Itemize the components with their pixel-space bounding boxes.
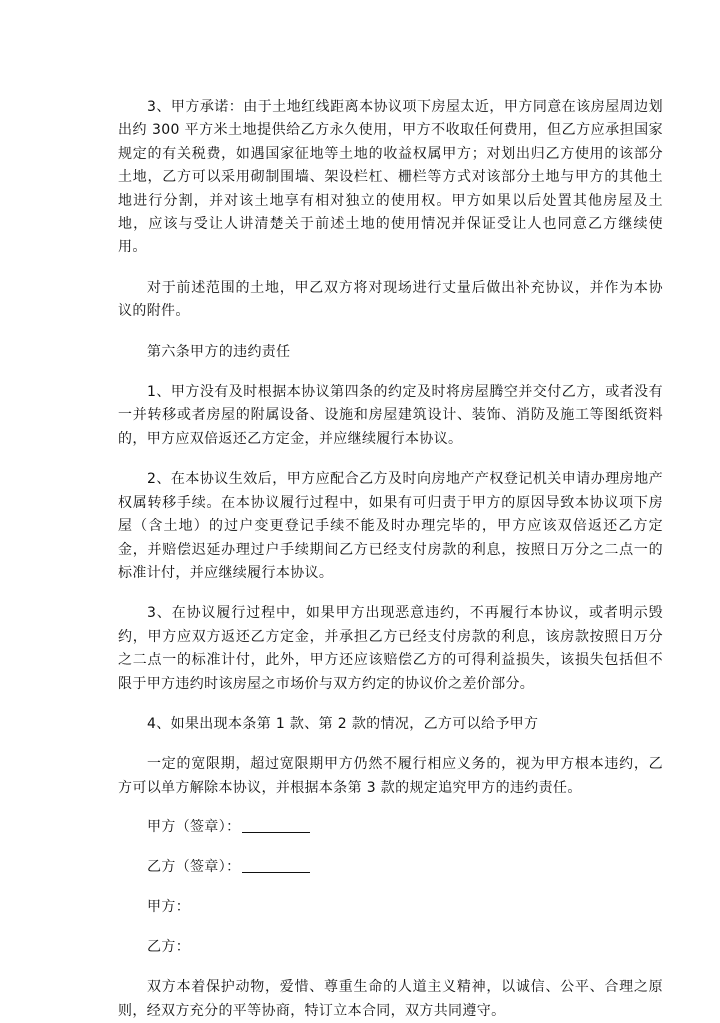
party-a-seal-label: 甲方（签章）：	[147, 819, 241, 836]
article-6-heading: 第六条甲方的违约责任	[147, 343, 291, 360]
article-6-item-4: 4、如果出现本条第 1 款、第 2 款的情况，乙方可以给予甲方	[147, 715, 539, 732]
article-6-item-1: 1、甲方没有及时根据本协议第四条的约定及时将房屋腾空并交付乙方，或者没有一并转移或者房屋的附属设备、设施和房屋建筑设计、装饰、消防及施工等图纸资料的，甲方应双倍返还乙方定金，并应继续履行本协议。	[118, 384, 663, 447]
party-b-seal-label: 乙方（签章）：	[147, 859, 241, 876]
supplement-paragraph: 对于前述范围的土地，甲乙双方将对现场进行丈量后做出补充协议，并作为本协议的附件。	[118, 279, 663, 320]
party-a-label: 甲方：	[147, 899, 191, 916]
clause-3-commitment: 3、甲方承诺：由于土地红线距离本协议项下房屋太近，甲方同意在该房屋周边划出约 300 平方米土地提供给乙方永久使用，甲方不收取任何费用，但乙方应承担国家规定的有关税费，如遇国家征地等土地的收益权属甲方；对划出归乙方使用的该部分土地，乙方可以采用砌制围墙、架设栏杠、栅栏等方式对该部分土地与甲方的其他土地进行分割，并对该土地享有相对独立的使用权。甲方如果以后处置其他房屋及土地，应该与受让人讲清楚关于前述土地的使用情况并保证受让人也同意乙方继续使用。	[118, 99, 663, 256]
article-6-item-2: 2、在本协议生效后，甲方应配合乙方及时向房地产产权登记机关申请办理房地产权属转移手续。在本协议履行过程中，如果有可归责于甲方的原因导致本协议项下房屋（含土地）的过户变更登记手续不能及时办理完毕的，甲方应该双倍返还乙方定金，并赔偿迟延办理过户手续期间乙方已经支付房款的利息，按照日万分之二点一的标准计付，并应继续履行本协议。	[118, 471, 663, 581]
party-b-seal-blank	[242, 858, 310, 873]
article-6-item-3: 3、在协议履行过程中，如果甲方出现恶意违约，不再履行本协议，或者明示毁约，甲方应双方返还乙方定金，并承担乙方已经支付房款的利息，该房款按照日万分之二点一的标准计付，此外，甲方还应该赔偿乙方的可得利益损失，该损失包括但不限于甲方违约时该房屋之市场价与双方约定的协议价之差价部分。	[118, 605, 663, 692]
party-b-label: 乙方：	[147, 939, 191, 956]
party-a-seal-blank	[242, 818, 310, 833]
closing-paragraph: 双方本着保护动物，爱惜、尊重生命的人道主义精神，以诚信、公平、合理之原则，经双方充分的平等协商，特订立本合同，双方共同遵守。	[118, 979, 663, 1019]
grace-period-paragraph: 一定的宽限期，超过宽限期甲方仍然不履行相应义务的，视为甲方根本违约，乙方可以单方解除本协议，并根据本条第 3 款的规定追究甲方的违约责任。	[118, 756, 663, 796]
party-a-seal-line	[118, 816, 663, 839]
party-b-seal-line	[118, 856, 663, 879]
document-page	[118, 96, 663, 1023]
